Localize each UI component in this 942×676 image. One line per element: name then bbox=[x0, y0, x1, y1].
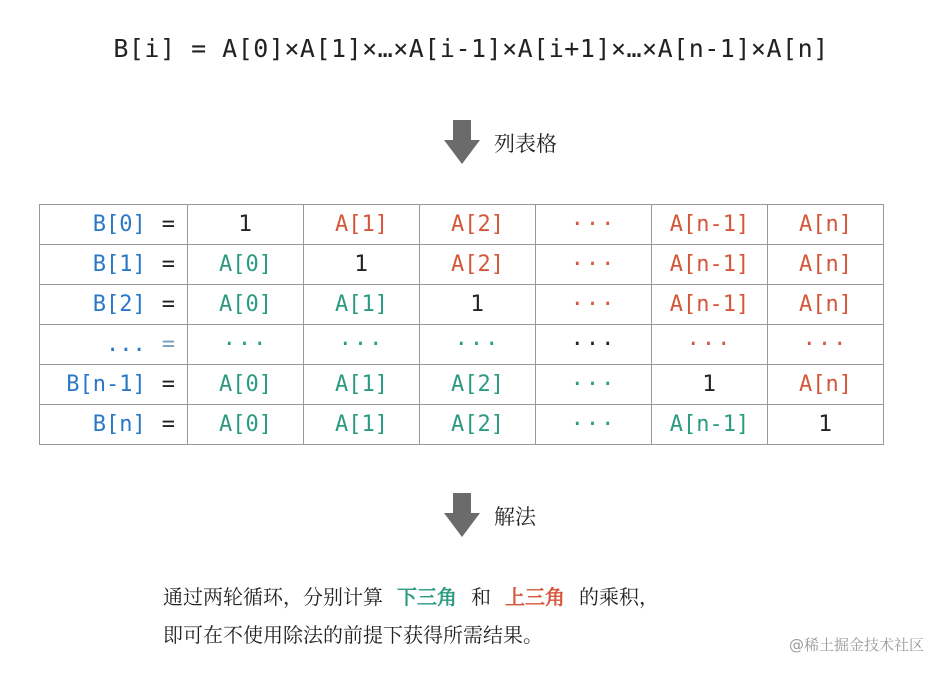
table-cell: A[2] bbox=[420, 245, 536, 285]
table-cell: A[2] bbox=[420, 365, 536, 405]
table-cell: ··· bbox=[536, 205, 652, 245]
table-cell: A[n-1] bbox=[652, 285, 768, 325]
table-cell: ··· bbox=[768, 325, 884, 365]
table-cell: ··· bbox=[536, 285, 652, 325]
formula: B[i] = A[0]×A[1]×…×A[i-1]×A[i+1]×…×A[n-1]×A[n] bbox=[113, 34, 829, 63]
down-arrow-icon bbox=[444, 493, 480, 539]
table-row bbox=[40, 285, 884, 325]
table-cell: A[n] bbox=[768, 365, 884, 405]
description-line-2: 即可在不使用除法的前提下获得所需结果。 bbox=[163, 623, 543, 647]
table-cell: ··· bbox=[536, 325, 652, 365]
row-equals: = bbox=[161, 252, 175, 277]
table-cell: A[0] bbox=[188, 245, 304, 285]
table-cell: ··· bbox=[188, 325, 304, 365]
table-cell: 1 bbox=[420, 285, 536, 325]
step-solution-label: 解法 bbox=[494, 505, 536, 529]
table-cell: A[n] bbox=[768, 245, 884, 285]
row-lhs-name: ... bbox=[106, 332, 146, 357]
row-equals: = bbox=[161, 372, 175, 397]
table-cell: ··· bbox=[536, 365, 652, 405]
row-lhs-name: B[0] bbox=[92, 212, 146, 237]
watermark: @稀土掘金技术社区 bbox=[788, 636, 924, 654]
step-table bbox=[444, 120, 557, 166]
table-cell: A[2] bbox=[420, 405, 536, 445]
table-cell: ··· bbox=[420, 325, 536, 365]
row-equals: = bbox=[161, 412, 175, 437]
row-lhs-name: B[n] bbox=[92, 412, 146, 437]
table-cell: ··· bbox=[652, 325, 768, 365]
table-cell: A[n-1] bbox=[652, 205, 768, 245]
table-cell: 1 bbox=[304, 245, 420, 285]
row-lhs-name: B[1] bbox=[92, 252, 146, 277]
row-lhs bbox=[40, 245, 188, 285]
upper-triangle-highlight: 上三角 bbox=[505, 585, 565, 609]
row-equals: = bbox=[161, 292, 175, 317]
description-suffix: 的乘积， bbox=[579, 585, 659, 609]
description-conjunction: 和 bbox=[471, 585, 491, 609]
table-cell: ··· bbox=[304, 325, 420, 365]
row-equals: = bbox=[161, 212, 175, 237]
table-row bbox=[40, 325, 884, 365]
row-lhs bbox=[40, 205, 188, 245]
description-prefix: 通过两轮循环，分别计算 bbox=[163, 585, 383, 609]
lower-triangle-highlight: 下三角 bbox=[397, 585, 457, 609]
table-cell: A[1] bbox=[304, 285, 420, 325]
table-cell: A[1] bbox=[304, 365, 420, 405]
description bbox=[163, 578, 659, 654]
table-cell: ··· bbox=[536, 245, 652, 285]
step-solution bbox=[444, 493, 536, 539]
down-arrow-icon bbox=[444, 120, 480, 166]
table-cell: A[n] bbox=[768, 285, 884, 325]
row-lhs-name: B[2] bbox=[92, 292, 146, 317]
table-cell: A[0] bbox=[188, 365, 304, 405]
table-cell: A[n-1] bbox=[652, 245, 768, 285]
row-lhs bbox=[40, 285, 188, 325]
table-cell: A[n] bbox=[768, 205, 884, 245]
row-lhs bbox=[40, 405, 188, 445]
table-row bbox=[40, 405, 884, 445]
table-row bbox=[40, 245, 884, 285]
table-cell: A[1] bbox=[304, 205, 420, 245]
step-table-label: 列表格 bbox=[494, 132, 557, 156]
table-row bbox=[40, 365, 884, 405]
table-cell: A[0] bbox=[188, 405, 304, 445]
description-line-1 bbox=[163, 578, 659, 616]
table-cell: A[n-1] bbox=[652, 405, 768, 445]
table-cell: A[2] bbox=[420, 205, 536, 245]
row-lhs bbox=[40, 325, 188, 365]
row-lhs-name: B[n-1] bbox=[66, 372, 146, 397]
table-cell: A[0] bbox=[188, 285, 304, 325]
table-row bbox=[40, 205, 884, 245]
table-cell: ··· bbox=[536, 405, 652, 445]
table-cell: A[1] bbox=[304, 405, 420, 445]
row-lhs bbox=[40, 365, 188, 405]
table-cell: 1 bbox=[652, 365, 768, 405]
row-equals: = bbox=[161, 332, 175, 357]
table-cell: 1 bbox=[188, 205, 304, 245]
table-cell: 1 bbox=[768, 405, 884, 445]
product-table bbox=[39, 204, 884, 445]
